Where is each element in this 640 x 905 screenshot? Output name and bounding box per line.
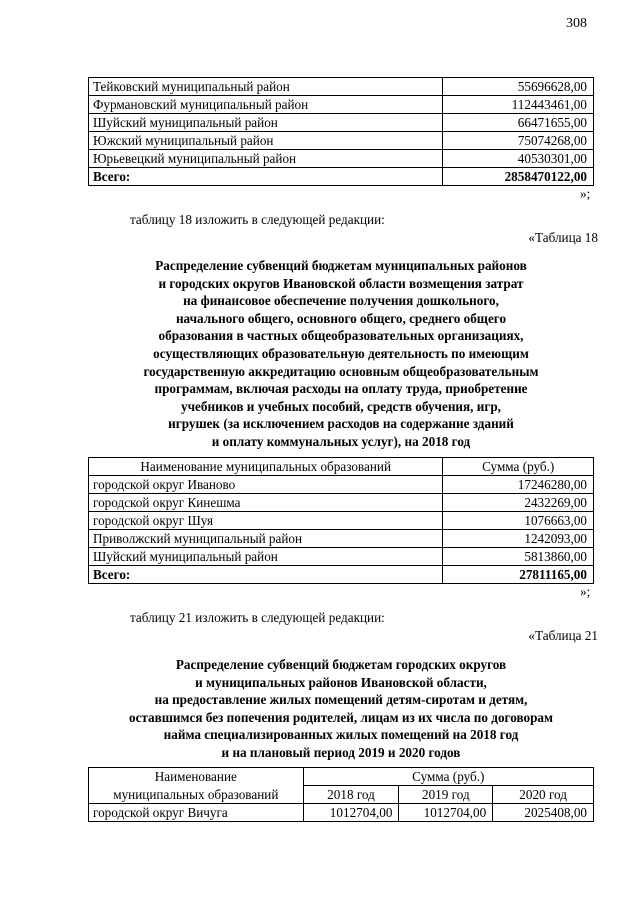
title-line: государственную аккредитацию основным общеобразовательным [143, 363, 539, 379]
title-line: осуществляющих образовательную деятельность по имеющим [153, 345, 529, 361]
table-label: «Таблица 21 [528, 628, 598, 643]
table-row [89, 150, 594, 168]
row-name: городской округ Иваново [89, 476, 443, 494]
table-row [89, 476, 594, 494]
row-value: 17246280,00 [443, 476, 594, 494]
table-title [80, 656, 602, 762]
header-year: 2019 год [399, 786, 493, 804]
title-line: на финансовое обеспечение получения дошкольного, [183, 293, 499, 309]
title-line: образования в частных общеобразовательных организациях, [158, 328, 524, 344]
row-value: 2432269,00 [443, 494, 594, 512]
row-value: 1242093,00 [443, 530, 594, 548]
table-21 [88, 767, 594, 822]
row-value: 66471655,00 [443, 114, 594, 132]
title-line: начального общего, основного общего, среднего общего [175, 310, 507, 326]
row-name: Шуйский муниципальный район [89, 548, 443, 566]
row-value: 55696628,00 [443, 78, 594, 96]
page-number: 308 [566, 16, 587, 31]
row-name: Тейковский муниципальный район [89, 78, 443, 96]
total-row [89, 566, 594, 584]
title-line: и городских округов Ивановской области возмещения затрат [158, 275, 524, 291]
instruction-text: таблицу 18 изложить в следующей редакции: [130, 212, 385, 227]
header-name: муниципальных образований [89, 786, 304, 804]
title-line: на предоставление жилых помещений детям-сиротам и детям, [154, 692, 528, 708]
row-value-2020: 2025408,00 [493, 804, 594, 822]
total-value: 2858470122,00 [443, 168, 594, 186]
total-value: 27811165,00 [443, 566, 594, 584]
row-value-2019: 1012704,00 [399, 804, 493, 822]
table-header [89, 458, 594, 476]
table-header [89, 786, 594, 804]
table-row [89, 512, 594, 530]
table-row [89, 132, 594, 150]
row-name: Шуйский муниципальный район [89, 114, 443, 132]
header-year: 2020 год [493, 786, 594, 804]
table-18 [88, 457, 594, 584]
title-line: Распределение субвенций бюджетам городских округов [175, 657, 507, 672]
header-name: Наименование [89, 768, 304, 786]
table-continuation [88, 77, 594, 186]
instruction-text: таблицу 21 изложить в следующей редакции: [130, 610, 385, 625]
header-year: 2018 год [303, 786, 399, 804]
title-line: и на плановый период 2019 и 2020 годов [221, 744, 461, 760]
row-value: 5813860,00 [443, 548, 594, 566]
header-sum: Сумма (руб.) [443, 458, 594, 476]
row-name: городской округ Шуя [89, 512, 443, 530]
table-header [89, 768, 594, 786]
row-value: 75074268,00 [443, 132, 594, 150]
total-row [89, 168, 594, 186]
title-line: игрушек (за исключением расходов на содержание зданий [168, 416, 514, 432]
row-name: Приволжский муниципальный район [89, 530, 443, 548]
table-row [89, 494, 594, 512]
title-line: и оплату коммунальных услуг), на 2018 год [211, 433, 471, 449]
title-line: учебников и учебных пособий, средств обучения, игр, [181, 398, 501, 414]
row-value: 1076663,00 [443, 512, 594, 530]
header-sum: Сумма (руб.) [303, 768, 593, 786]
table-row [89, 548, 594, 566]
title-line: и муниципальных районов Ивановской области, [195, 674, 487, 690]
row-name: Фурмановский муниципальный район [89, 96, 443, 114]
table-row [89, 804, 594, 822]
table-row [89, 78, 594, 96]
row-value: 112443461,00 [443, 96, 594, 114]
row-name: городской округ Кинешма [89, 494, 443, 512]
closing-quote: »; [580, 584, 591, 599]
table-row [89, 114, 594, 132]
row-value: 40530301,00 [443, 150, 594, 168]
total-label: Всего: [89, 566, 443, 584]
row-value-2018: 1012704,00 [303, 804, 399, 822]
row-name: Южский муниципальный район [89, 132, 443, 150]
title-line: Распределение субвенций бюджетам муниципальных районов [155, 258, 527, 273]
title-line: найма специализированных жилых помещений на 2018 год [163, 727, 519, 743]
title-line: оставшимся без попечения родителей, лицам из их числа по договорам [128, 709, 554, 725]
title-line: программам, включая расходы на оплату труда, приобретение [154, 381, 528, 397]
table-row [89, 96, 594, 114]
closing-quote: »; [580, 186, 591, 201]
table-row [89, 530, 594, 548]
row-name: городской округ Вичуга [89, 804, 304, 822]
header-name: Наименование муниципальных образований [89, 458, 443, 476]
total-label: Всего: [89, 168, 443, 186]
table-label: «Таблица 18 [528, 230, 598, 245]
table-title [88, 257, 594, 451]
row-name: Юрьевецкий муниципальный район [89, 150, 443, 168]
